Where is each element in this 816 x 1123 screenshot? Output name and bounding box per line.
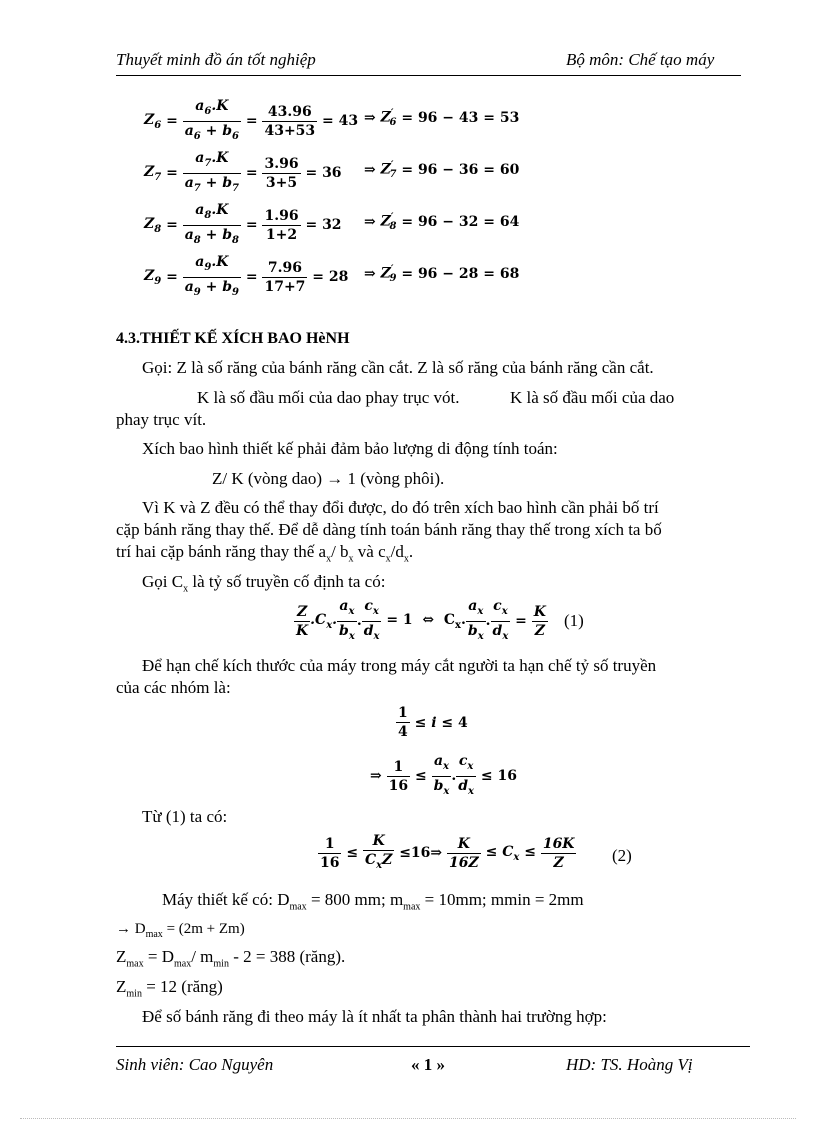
bottom-border: [20, 1118, 796, 1119]
paragraph-vi-l2: cặp bánh răng thay thế. Để dễ dàng tính toán bánh răng thay thế trong xích ta bố: [116, 520, 662, 539]
paragraph-han-che-l1: Để hạn chế kích thước của máy trong máy cắt người ta hạn chế tỷ số truyền: [142, 656, 657, 675]
paragraph-zmax: $Z_{max} = D_{max}/$ $m_{min} - 2 = 388$ (răng).: [116, 947, 346, 970]
paragraph-han-che-l2: của các nhóm là:: [116, 678, 231, 697]
paragraph-ratio: Z/ K (vòng dao) → 1 (vòng phôi).: [212, 469, 445, 488]
header-rule: [116, 75, 741, 76]
paragraph-k-b: K là số đầu mối của dao: [510, 388, 675, 407]
paragraph-vi-l1: Vì K và Z đều có thể thay đổi được, do đó trên xích bao hình cần phải bố trí: [142, 498, 659, 517]
page-ornament-left-icon: «: [411, 1055, 420, 1074]
gear-equation-complement: ⇒ $Z'_8$ = 96 − 32 = 64: [364, 212, 520, 233]
gear-equation-row: $Z_9$ = $\frac{a_9.K}{a_9 + b_9}$ = $\frac{7.96}{17+7}$ = 28: [144, 254, 349, 298]
equation-2-label: (2): [612, 846, 632, 865]
header-left-title: Thuyết minh đồ án tốt nghiệp: [116, 50, 316, 69]
gear-equation-complement: ⇒ $Z'_7$ = 96 − 36 = 60: [364, 160, 520, 181]
footer-rule: [116, 1046, 750, 1047]
footer-advisor: HD: TS. Hoàng Vị: [566, 1055, 693, 1074]
paragraph-k-a: K là số đầu mối của dao phay trục vót.: [197, 388, 460, 407]
page-ornament-right-icon: »: [436, 1055, 445, 1074]
equation-1: $\frac{Z}{K}$ $.C_x$. $\frac{a_x}{b_x}$ . $\frac{c_x}{d_x}$ = 1 ⇔ $C_x$. $\frac{a_x}{b_x}$ . $\frac{c_x}{d_x}$ = $\frac{K}{Z}$: [296, 598, 546, 642]
gear-equation-row: $Z_7$ = $\frac{a_7.K}{a_7 + b_7}$ = $\frac{3.96}{3+5}$ = 36: [144, 150, 342, 194]
paragraph-xich: Xích bao hình thiết kế phải đảm bảo lượng di động tính toán:: [142, 439, 558, 458]
equation-1-label: (1): [564, 611, 584, 630]
paragraph-goi: Gọi: Z là số răng của bánh răng cần cắt. Z là số răng của bánh răng cần cắt.: [142, 358, 654, 377]
paragraph-vi-l3: trí hai cặp bánh răng thay thế $a_x/$ $b_x$ và $c_x/d_x$.: [116, 542, 414, 565]
footer-page-number: « 1 »: [411, 1055, 445, 1074]
paragraph-de-so: Để số bánh răng đi theo máy là ít nhất ta phân thành hai trường hợp:: [142, 1007, 607, 1026]
equation-product-range: ⇒ $\frac{1}{16}$ ≤ $\frac{a_x}{b_x}$ . $\frac{c_x}{d_x}$ ≤ 16: [370, 753, 517, 797]
paragraph-dmax: → $D_{max} = (2m + Zm)$: [116, 921, 245, 940]
paragraph-zmin: $Z_{min} = 12$ (răng): [116, 977, 223, 1000]
header-right-title: Bộ môn: Chế tạo máy: [566, 50, 715, 69]
paragraph-may-thiet-ke: Máy thiết kế có: $D_{max} = 800$ mm; $m_{max} = 10mm$; mmin = 2mm: [162, 890, 584, 913]
section-heading: 4.3.THIẾT KẾ XÍCH BAO HèNH: [116, 330, 350, 347]
footer-student: Sinh viên: Cao Nguyên: [116, 1055, 274, 1074]
paragraph-tu-1: Từ (1) ta có:: [142, 807, 228, 826]
paragraph-k-c: phay trục vít.: [116, 410, 207, 429]
gear-equation-complement: ⇒ $Z'_6$ = 96 − 43 = 53: [364, 108, 520, 129]
gear-equation-row: $Z_6$ = $\frac{a_6.K}{a_6 + b_6}$ = $\frac{43.96}{43+53}$ = 43: [144, 98, 359, 142]
paragraph-goi-cx: Gọi $C_x$ là tỷ số truyền cố định ta có:: [142, 572, 386, 595]
equation-2: $\frac{1}{16}$ ≤ $\frac{K}{C_xZ}$ ≤16⇒ $\frac{K}{16Z}$ ≤ $C_x$ ≤ $\frac{16K}{Z}$: [320, 833, 575, 871]
equation-i-range: $\frac{1}{4}$ ≤ i ≤ 4: [398, 705, 468, 740]
gear-equation-row: $Z_8$ = $\frac{a_8.K}{a_8 + b_8}$ = $\frac{1.96}{1+2}$ = 32: [144, 202, 342, 246]
gear-equation-complement: ⇒ $Z'_9$ = 96 − 28 = 68: [364, 264, 520, 285]
